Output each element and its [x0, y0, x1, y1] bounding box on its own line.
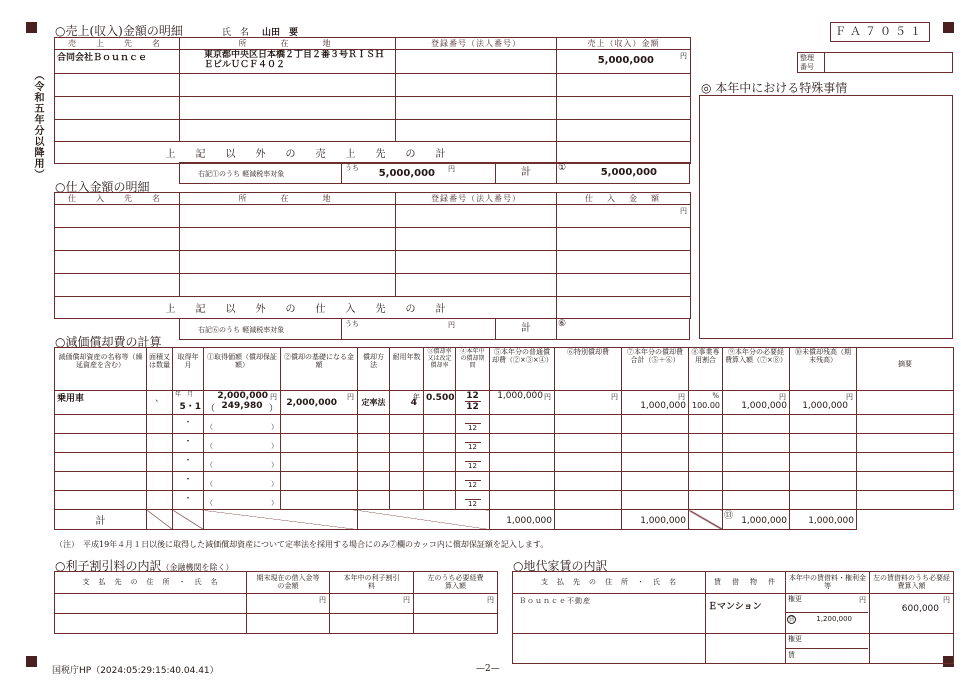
rent-type-label: 権更: [788, 595, 802, 603]
ratio-value: 100.00: [692, 401, 720, 410]
dep-total-value: 1,000,000: [640, 401, 686, 411]
sales-total[interactable]: [556, 162, 690, 184]
col-header: 左のうち必要経費算入額: [414, 572, 498, 594]
yen-unit: 円: [319, 596, 326, 604]
blank-cell[interactable]: [55, 97, 180, 120]
sales-section-title: ○売上(収入)金額の明細: [55, 24, 183, 38]
paren: ）: [271, 442, 278, 450]
blank-cell[interactable]: [557, 120, 691, 142]
dep-period[interactable]: [456, 391, 490, 415]
blank-cell[interactable]: [55, 453, 147, 472]
blank-cell[interactable]: [424, 472, 456, 491]
blank-cell[interactable]: [281, 472, 358, 491]
paren: ）: [271, 423, 278, 431]
special-title: ◎ 本年中における特殊事情: [701, 81, 848, 95]
rent-expense[interactable]: [870, 594, 954, 634]
depreciation-note: （注） 平成19年４月１日以後に取得した減価償却資産について定率法を採用する場合にのみ⑦欄のカッコ内に償却保証額を記入します。: [55, 540, 549, 549]
blank-cell[interactable]: [147, 434, 173, 453]
yen-unit: 円: [448, 165, 455, 173]
blank-cell[interactable]: [147, 472, 173, 491]
uchi-label: うち: [345, 320, 359, 328]
blank-cell[interactable]: [330, 614, 414, 634]
yen-unit: 円: [680, 207, 687, 215]
period-den: 12: [468, 462, 477, 470]
col-header: 支 払 先 の 住 所 ・ 氏 名: [513, 572, 706, 594]
blank-cell[interactable]: [396, 97, 557, 120]
yen-unit: 円: [779, 393, 786, 401]
blank-cell[interactable]: [723, 491, 790, 510]
blank-cell[interactable]: [180, 74, 396, 97]
asset-quantity[interactable]: 、: [147, 391, 173, 415]
na-cell: [689, 510, 723, 530]
yen-unit: 円: [270, 393, 277, 401]
page-number: —2—: [476, 664, 500, 674]
col-header: ①取得価額（償却保証額）: [204, 348, 281, 391]
sum-label: 計: [55, 510, 147, 530]
na-cell: [147, 510, 173, 530]
paren: （: [206, 499, 213, 507]
reduced-label: 右記⑥のうち 軽減税率対象: [198, 326, 285, 334]
acq-date[interactable]: ・: [173, 472, 204, 491]
rent-payee[interactable]: Ｂｏｕｎｃｅ不動産: [513, 594, 706, 634]
blank-cell[interactable]: [706, 634, 786, 664]
blank-cell[interactable]: [281, 434, 358, 453]
paren: （: [206, 480, 213, 488]
blank-cell[interactable]: [490, 453, 555, 472]
blank-cell[interactable]: [790, 453, 857, 472]
blank-cell[interactable]: [180, 120, 396, 142]
blank-cell[interactable]: [424, 434, 456, 453]
col-header: ②償却の基礎になる金額: [281, 348, 358, 391]
rent-amount-value: 1,200,000: [816, 615, 852, 623]
acq-date[interactable]: ・: [173, 415, 204, 434]
other-sales-amount[interactable]: [557, 142, 691, 164]
acq-cost[interactable]: [204, 453, 281, 472]
blank-cell[interactable]: [396, 274, 557, 297]
interest-title-text: ○利子割引料の内訳: [55, 559, 162, 573]
blank-cell[interactable]: [622, 434, 689, 453]
sum-special[interactable]: [555, 510, 622, 530]
col-header: 摘要: [857, 348, 954, 391]
blank-cell[interactable]: [55, 120, 180, 142]
blank-cell[interactable]: [390, 472, 424, 491]
blank-cell[interactable]: [180, 97, 396, 120]
rent-table: [512, 571, 954, 664]
name-label: 氏 名: [222, 28, 250, 38]
blank-cell[interactable]: [55, 251, 180, 274]
rent-expense-value: 600,000: [901, 604, 939, 614]
blank-cell[interactable]: [490, 472, 555, 491]
blank-cell[interactable]: [55, 434, 147, 453]
purchase-total[interactable]: [556, 318, 690, 340]
blank-cell[interactable]: [790, 434, 857, 453]
blank-cell[interactable]: [55, 274, 180, 297]
blank-cell[interactable]: [396, 120, 557, 142]
period-den: 12: [468, 443, 477, 451]
paren: ）: [268, 404, 278, 414]
ref-label: 番号: [800, 63, 814, 71]
special-dep[interactable]: [555, 391, 622, 415]
col-header: 賃 借 物 件: [706, 572, 786, 594]
form-code: ＦＡ７０５１: [830, 22, 930, 42]
reduced-label: 右記①のうち 軽減税率対象: [198, 170, 285, 178]
yen-unit: 円: [678, 393, 685, 401]
blank-cell[interactable]: [557, 274, 691, 297]
reference-number-box[interactable]: [797, 52, 953, 73]
blank-cell[interactable]: [723, 453, 790, 472]
acq-date[interactable]: ・: [173, 453, 204, 472]
sum-total[interactable]: 1,000,000: [622, 510, 689, 530]
blank-cell[interactable]: [870, 634, 954, 664]
rent-amount[interactable]: [786, 594, 870, 634]
yen-unit: 円: [859, 596, 866, 604]
purchase-reduced-row: [179, 318, 496, 340]
blank-cell[interactable]: [555, 415, 622, 434]
blank-cell[interactable]: [180, 274, 396, 297]
blank-cell[interactable]: [689, 415, 723, 434]
col-header: 左の賃借料のうち必要経費算入額: [870, 572, 954, 594]
paren: （: [206, 461, 213, 469]
uchi-label: うち: [345, 164, 359, 172]
paren: ）: [271, 461, 278, 469]
footer-source: 国税庁HP（2024:05:29:15:40.04.41）: [52, 666, 219, 676]
blank-cell[interactable]: [247, 594, 330, 614]
blank-cell[interactable]: [490, 434, 555, 453]
ref-label: 整理: [800, 54, 814, 62]
reduced-amount[interactable]: 5,000,000: [378, 168, 435, 179]
other-sales-label: 上 記 以 外 の 売 上 先 の 計: [55, 142, 557, 164]
na-cell: [204, 510, 358, 530]
blank-cell[interactable]: [723, 472, 790, 491]
purchase-table: [54, 192, 691, 319]
blank-cell[interactable]: [281, 453, 358, 472]
blank-cell[interactable]: [247, 614, 330, 634]
blank-cell[interactable]: [55, 74, 180, 97]
blank-cell[interactable]: [857, 415, 954, 434]
circle-number: ①: [558, 163, 567, 173]
period-den: 12: [466, 402, 479, 412]
dep-rate[interactable]: 0.500: [424, 391, 456, 415]
blank-cell[interactable]: [723, 415, 790, 434]
era-note: （令和五年分以降用）: [32, 70, 43, 180]
col-header: 登録番号（法人番号）: [396, 193, 557, 205]
blank-cell[interactable]: [55, 472, 147, 491]
ordinary-dep[interactable]: [490, 391, 555, 415]
sales-table: [54, 37, 691, 164]
rent-type-circle: 賃: [788, 616, 795, 623]
blank-cell[interactable]: [557, 97, 691, 120]
blank-cell[interactable]: [689, 453, 723, 472]
purchase-section-title: ○仕入金額の明細: [55, 180, 150, 194]
col-header: 所 在 地: [180, 38, 396, 50]
table-row: [55, 391, 954, 415]
acq-year-month: 5・1: [179, 402, 201, 412]
table-row: [513, 594, 954, 634]
blank-cell[interactable]: [622, 453, 689, 472]
yen-unit: 円: [403, 596, 410, 604]
col-header: ⑥特別償却費: [555, 348, 622, 391]
amount-value: 5,000,000: [597, 55, 654, 66]
col-header: 減価償却資産の名称等（繰延資産を含む）: [55, 348, 147, 391]
sales-reduced-row: [179, 162, 496, 184]
acq-cost[interactable]: [204, 391, 281, 415]
blank-cell[interactable]: [55, 228, 180, 251]
blank-cell[interactable]: [330, 594, 414, 614]
blank-cell[interactable]: [414, 614, 498, 634]
blank-cell[interactable]: [358, 491, 390, 510]
blank-cell[interactable]: [557, 74, 691, 97]
paren: ）: [271, 499, 278, 507]
acq-date[interactable]: [173, 391, 204, 415]
blank-cell[interactable]: [689, 472, 723, 491]
blank-cell[interactable]: [358, 434, 390, 453]
customer-amount[interactable]: [557, 50, 691, 74]
col-header: 期末現在の借入金等の金額: [247, 572, 330, 594]
col-header: ⑦本年分の償却費合計（⑤＋⑥）: [622, 348, 689, 391]
registration-mark: [26, 656, 37, 667]
other-purchase-label: 上 記 以 外 の 仕 入 先 の 計: [55, 297, 557, 319]
col-header: 売上（収入）金額: [557, 38, 691, 50]
total-row: [55, 510, 954, 530]
paren: ）: [271, 480, 278, 488]
acq-cost[interactable]: [204, 491, 281, 510]
blank-cell[interactable]: [281, 415, 358, 434]
dep-period[interactable]: [456, 491, 490, 510]
period-num: 12: [466, 391, 479, 401]
blank-cell[interactable]: [689, 491, 723, 510]
col-header: 仕 入 先 名: [55, 193, 180, 205]
blank-cell[interactable]: [790, 491, 857, 510]
blank-cell[interactable]: [857, 434, 954, 453]
col-header: 耐用年数: [390, 348, 424, 391]
blank-cell[interactable]: [424, 491, 456, 510]
remaining-balance[interactable]: [790, 391, 857, 415]
blank-cell[interactable]: [396, 74, 557, 97]
blank-cell[interactable]: [424, 415, 456, 434]
rent-section-title: ○地代家賃の内訳: [513, 559, 608, 573]
circle-number: ⑥: [558, 319, 567, 329]
acq-cost[interactable]: [204, 434, 281, 453]
blank-cell[interactable]: [622, 472, 689, 491]
dep-period[interactable]: [456, 434, 490, 453]
paren: （: [206, 404, 216, 414]
sum-ordinary[interactable]: 1,000,000: [490, 510, 555, 530]
dep-total[interactable]: [622, 391, 689, 415]
blank-cell[interactable]: [55, 594, 247, 614]
sum-expense-value: 1,000,000: [741, 516, 787, 526]
circle-number: ⑬: [724, 511, 734, 521]
blank-cell[interactable]: [513, 634, 706, 664]
col-header: ④本年中の償却期間: [456, 348, 490, 391]
col-header: 本年中の賃借料・権利金等: [786, 572, 870, 594]
col-header: ⑩未償却残高（期末残高）: [790, 348, 857, 391]
depreciation-section-title: ○減価償却費の計算: [55, 335, 162, 349]
ordinary-value: 1,000,000: [497, 391, 543, 401]
guarantee-value: 249,980: [221, 401, 263, 411]
blank-cell[interactable]: [396, 205, 557, 228]
blank-cell[interactable]: [414, 594, 498, 614]
total-amount: 5,000,000: [600, 167, 657, 178]
blank-cell[interactable]: [396, 251, 557, 274]
year-month-label: 年 月: [175, 391, 194, 398]
interest-subtitle: （金融機関を除く）: [161, 563, 234, 572]
blank-cell[interactable]: [557, 251, 691, 274]
blank-cell[interactable]: [180, 251, 396, 274]
na-cell: [358, 510, 490, 530]
yen-unit: 円: [611, 393, 618, 401]
blank-cell: [857, 510, 954, 530]
blank-cell[interactable]: [55, 614, 247, 634]
acq-cost-value: 2,000,000: [217, 391, 268, 401]
col-header: 売 上 先 名: [55, 38, 180, 50]
blank-cell[interactable]: [790, 415, 857, 434]
blank-cell[interactable]: [390, 453, 424, 472]
customer-regno[interactable]: [396, 50, 557, 74]
blank-cell[interactable]: [557, 205, 691, 228]
special-circumstances-box[interactable]: [699, 95, 953, 339]
acq-cost[interactable]: [204, 472, 281, 491]
blank-cell[interactable]: [723, 434, 790, 453]
blank-cell[interactable]: [622, 491, 689, 510]
period-den: 12: [468, 500, 477, 508]
sales-total-label: 計: [495, 162, 557, 184]
base-value: 2,000,000: [286, 398, 337, 408]
depreciation-table: [54, 347, 954, 530]
col-header: 支 払 先 の 住 所 ・ 氏 名: [55, 572, 247, 594]
blank-cell[interactable]: [390, 415, 424, 434]
blank-cell[interactable]: [689, 434, 723, 453]
col-header: ⑧事業専用割合: [689, 348, 723, 391]
blank-cell[interactable]: [396, 228, 557, 251]
blank-cell[interactable]: [180, 228, 396, 251]
balance-value: 1,000,000: [802, 401, 848, 411]
col-header: ③償却率又は改定償却率: [424, 348, 456, 391]
purchase-total-label: 計: [495, 318, 557, 340]
acq-date[interactable]: ・: [173, 434, 204, 453]
yen-unit: 円: [487, 596, 494, 604]
customer-address[interactable]: 東京都中央区日本橋２丁目２番３号ＲＩＳＨ ＥビルＵＣＦ４０２: [180, 50, 396, 74]
na-cell: [173, 510, 204, 530]
expense-amount[interactable]: [723, 391, 790, 415]
blank-cell[interactable]: [555, 491, 622, 510]
blank-cell[interactable]: [55, 491, 147, 510]
blank-cell[interactable]: [790, 472, 857, 491]
col-header: 取得年月: [173, 348, 204, 391]
col-header: 償却方法: [358, 348, 390, 391]
blank-cell[interactable]: [390, 434, 424, 453]
blank-cell[interactable]: [147, 491, 173, 510]
dep-period[interactable]: [456, 415, 490, 434]
business-ratio[interactable]: [689, 391, 723, 415]
col-header: ⑤本年分の普通償却費（②×③×④）: [490, 348, 555, 391]
blank-cell[interactable]: [857, 453, 954, 472]
yen-unit: 円: [680, 52, 687, 60]
blank-cell[interactable]: [622, 415, 689, 434]
asset-name[interactable]: 乗用車: [55, 391, 147, 415]
rent-property[interactable]: Ｅマンション: [706, 594, 786, 634]
period-den: 12: [468, 424, 477, 432]
rent-type-label: 賃: [788, 651, 795, 659]
customer-name[interactable]: 合同会社Ｂｏｕｎｃｅ: [55, 50, 180, 74]
expense-value: 1,000,000: [741, 401, 787, 411]
yen-unit: 円: [943, 596, 950, 604]
blank-cell[interactable]: [857, 472, 954, 491]
yen-unit: 円: [846, 393, 853, 401]
paren: （: [206, 423, 213, 431]
col-header: 仕 入 金 額: [557, 193, 691, 205]
registration-mark: [26, 22, 37, 33]
blank-cell[interactable]: [490, 415, 555, 434]
sum-balance[interactable]: 1,000,000: [790, 510, 857, 530]
yen-unit: 円: [347, 393, 354, 401]
blank-cell[interactable]: [424, 453, 456, 472]
col-header: 登録番号（法人番号）: [396, 38, 557, 50]
dep-period[interactable]: [456, 472, 490, 491]
interest-table: [54, 571, 498, 634]
useful-life[interactable]: [390, 391, 424, 415]
blank-cell[interactable]: [147, 415, 173, 434]
pct-unit: %: [712, 392, 719, 400]
col-header: 所 在 地: [180, 193, 396, 205]
col-header: 面積又は数量: [147, 348, 173, 391]
blank-cell[interactable]: [358, 415, 390, 434]
dep-period[interactable]: [456, 453, 490, 472]
blank-cell[interactable]: [358, 472, 390, 491]
blank-cell[interactable]: [281, 491, 358, 510]
period-den: 12: [468, 481, 477, 489]
other-purchase-amount[interactable]: [557, 297, 691, 319]
taxpayer-name: 山田 要: [262, 28, 299, 38]
blank-cell[interactable]: [555, 472, 622, 491]
acq-cost[interactable]: [204, 415, 281, 434]
blank-cell[interactable]: [358, 453, 390, 472]
blank-cell[interactable]: [490, 491, 555, 510]
blank-cell[interactable]: [147, 453, 173, 472]
remarks[interactable]: [857, 391, 954, 415]
blank-cell[interactable]: [857, 491, 954, 510]
col-header: 本年中の利子割引料: [330, 572, 414, 594]
blank-cell[interactable]: [55, 205, 180, 228]
rent-amount[interactable]: [786, 634, 870, 664]
base-amount[interactable]: [281, 391, 358, 415]
years-unit: 年: [413, 393, 420, 401]
registration-mark: [943, 22, 954, 33]
acq-date[interactable]: ・: [173, 491, 204, 510]
rent-type-label: 権更: [788, 635, 802, 643]
blank-cell[interactable]: [555, 453, 622, 472]
life-value: 4: [410, 398, 417, 408]
paren: （: [206, 442, 213, 450]
yen-unit: 円: [448, 321, 455, 329]
blank-cell[interactable]: [555, 434, 622, 453]
sum-expense[interactable]: [723, 510, 790, 530]
yen-unit: 円: [544, 393, 551, 401]
blank-cell[interactable]: [557, 228, 691, 251]
dep-method[interactable]: 定率法: [358, 391, 390, 415]
blank-cell[interactable]: [390, 491, 424, 510]
col-header: ⑨本年分の必要経費算入額（⑦×⑧）: [723, 348, 790, 391]
blank-cell[interactable]: [55, 415, 147, 434]
blank-cell[interactable]: [180, 205, 396, 228]
